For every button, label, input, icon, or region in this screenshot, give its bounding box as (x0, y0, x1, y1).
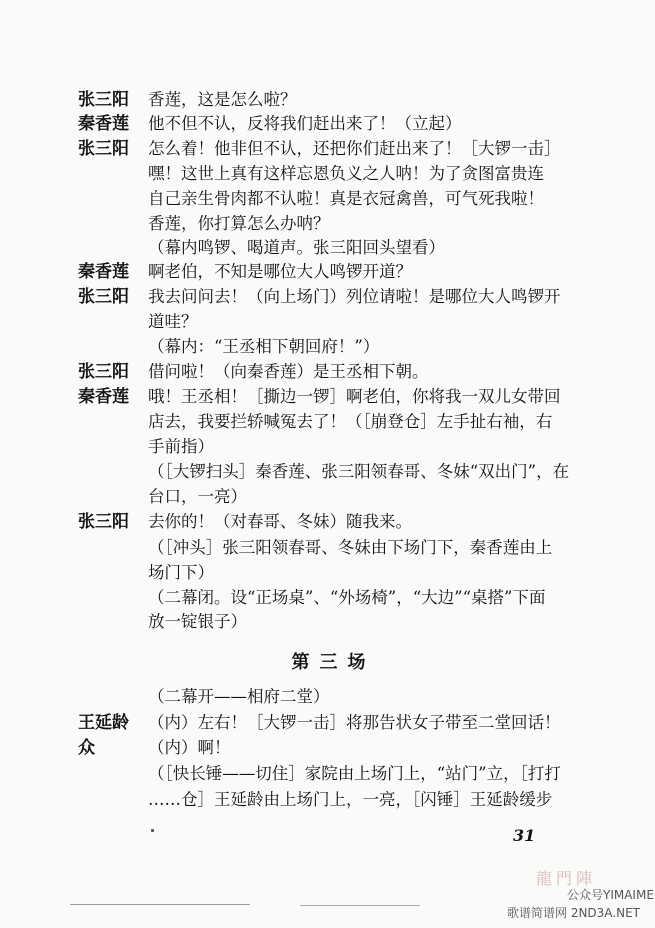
script-line (0, 612, 655, 642)
dialogue-text: 怎么着！他非但不认，还把你们赶出来了！［大锣一击］ (148, 139, 561, 158)
dialogue-text: （内）左右！［大锣一击］将那告状女子带至二堂回话！ (148, 713, 561, 732)
dialogue-text: 哦！王丞相！［撕边一锣］啊老伯，你将我一双儿女带回 (148, 387, 561, 406)
watermark-account: 公众号YIMAIME (567, 888, 654, 902)
scan-speck (70, 904, 250, 905)
dialogue-text: 自己亲生骨肉都不认啦！真是衣冠禽兽，可气死我啦！ (148, 189, 544, 208)
stage-direction: （二幕开——相府二堂） (148, 687, 330, 706)
stage-direction: （幕内：“王丞相下朝回府！”） (148, 337, 380, 356)
dialogue-text: 手前指） (148, 437, 214, 456)
dialogue-text: 他不但不认，反将我们赶出来了！（立起） (148, 114, 462, 133)
page-number: 31 (513, 826, 536, 845)
dialogue-text: （内）啊！ (148, 738, 231, 757)
stage-direction: （［快长锤——切住］家院由上场门上，“站门”立，［打打 (148, 764, 561, 783)
stage-direction: （幕内鸣锣、喝道声。张三阳回头望看） (148, 238, 445, 257)
speaker-name: 秦香莲 (78, 114, 129, 134)
speaker-name: 张三阳 (78, 287, 129, 307)
speaker-name: 张三阳 (78, 139, 129, 159)
stage-direction: 放一锭银子） (148, 612, 247, 631)
speaker-name: 王延龄 (78, 713, 129, 733)
speaker-name: 张三阳 (78, 90, 129, 110)
stage-direction: ……仓］王延龄由上场门上，一亮，［闪锤］王延龄缓步 (148, 790, 553, 809)
dialogue-text: 去你的！（对春哥、冬妹）随我来。 (148, 512, 412, 531)
speaker-name: 张三阳 (78, 362, 129, 382)
script-line (0, 790, 655, 820)
dialogue-text: 香莲，这是怎么啦？ (148, 90, 297, 109)
stage-direction: （［冲头］张三阳领春哥、冬妹由下场门下，秦香莲由上 (148, 538, 553, 557)
scan-speck (300, 905, 420, 906)
watermark-site: 歌谱简谱网 2ND3A.NET (507, 906, 641, 920)
stage-direction: 场门下） (148, 563, 214, 582)
watermark-logo: 龍門陣 (536, 869, 597, 888)
stage-direction: （二幕闭。设“正场桌”、“外场椅”，“大边”“桌搭”下面 (148, 588, 546, 607)
dialogue-text: 啊老伯，不知是哪位大人鸣锣开道？ (148, 262, 412, 281)
dialogue-text: 我去问问去！（向上场门）列位请啦！是哪位大人鸣锣开 (148, 287, 561, 306)
speaker-name: 张三阳 (78, 512, 129, 532)
speaker-name: 秦香莲 (78, 387, 129, 407)
stage-direction: （［大锣扫头］秦香莲、张三阳领春哥、冬妹“双出门”，在 (148, 462, 570, 481)
speaker-name: 众 (78, 738, 95, 758)
scan-speck (151, 829, 154, 832)
speaker-name: 秦香莲 (78, 262, 129, 282)
dialogue-text: 香莲，你打算怎么办呐？ (148, 214, 330, 233)
dialogue-text: 店去，我要拦轿喊冤去了！（［崩登仓］左手扯右袖，右 (148, 412, 553, 431)
stage-direction: 台口，一亮） (148, 487, 247, 506)
dialogue-text: 嘿！这世上真有这样忘恩负义之人呐！为了贪图富贵连 (148, 164, 544, 183)
dialogue-text: 道哇？ (148, 312, 198, 331)
scene-title: 第三场 (291, 652, 376, 673)
dialogue-text: 借问啦！（向秦香莲）是王丞相下朝。 (148, 362, 429, 381)
